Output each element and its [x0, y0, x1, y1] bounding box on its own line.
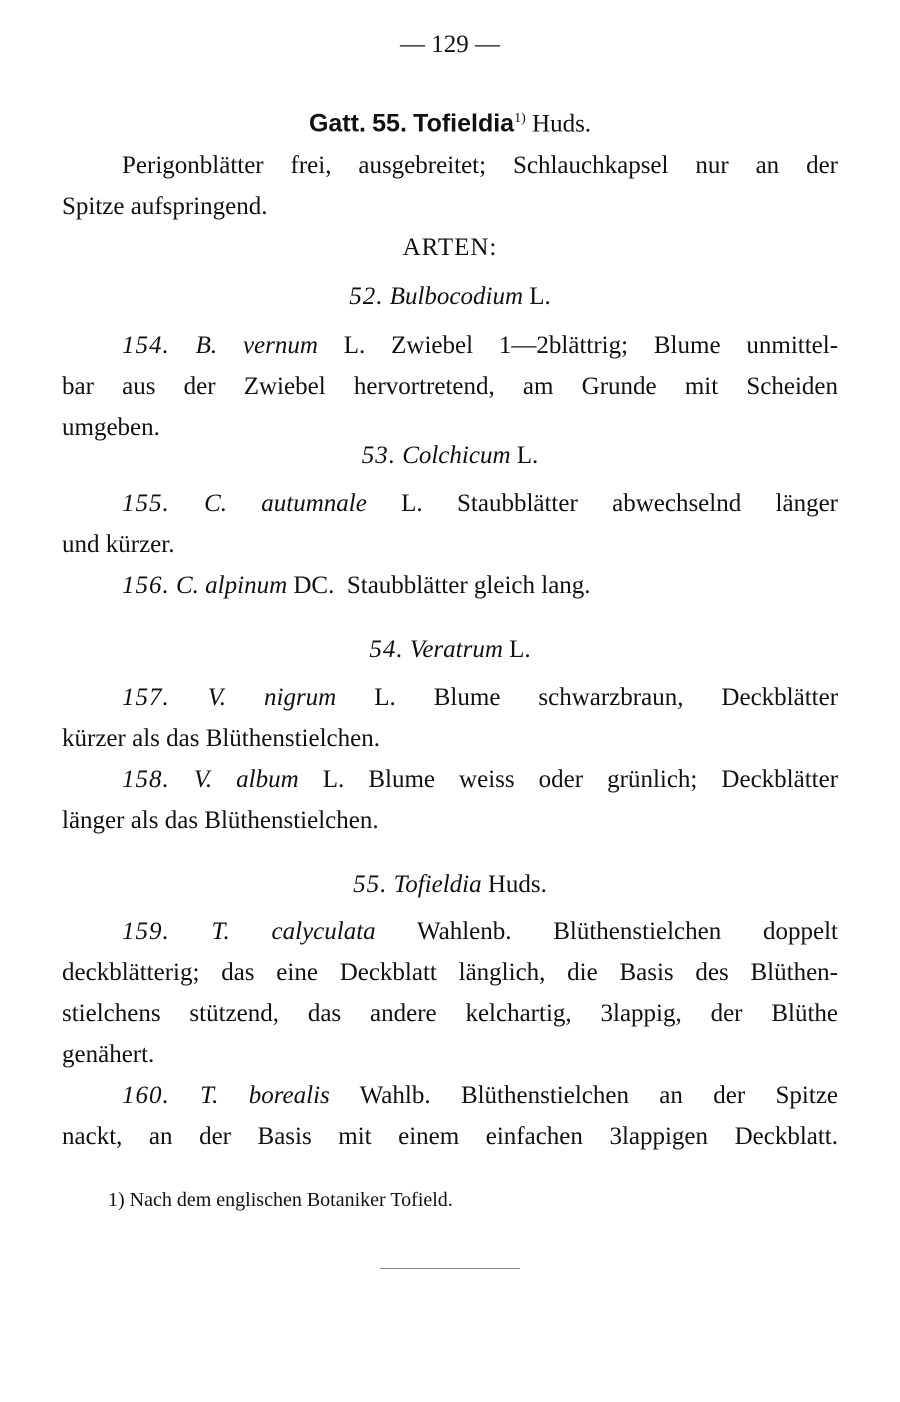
species-text: kürzer als das Blüthenstielchen. [62, 725, 380, 752]
species-157 [62, 677, 838, 759]
species-text: und kürzer. [62, 531, 175, 558]
species-name: V. album [193, 766, 299, 793]
species-author: L. [343, 332, 366, 359]
species-text: Blume weiss oder grünlich; Deckblätter [368, 766, 839, 793]
species-name: V. nigrum [207, 684, 337, 711]
heading-gatt: Gatt. [308, 109, 366, 138]
genus-name: Colchicum [402, 442, 511, 469]
genus-53-heading [62, 435, 838, 476]
species-text: stielchens stützend, das andere kelchartig, 3lappig, der Blüthe [62, 1000, 838, 1027]
species-author: Wahlenb. [417, 918, 512, 945]
species-155 [62, 483, 838, 565]
heading-author: Huds. [532, 110, 592, 138]
species-text: nackt, an der Basis mit einem einfachen 3lappigen Deckblatt. [62, 1123, 838, 1150]
species-author: L. [374, 684, 396, 711]
footnote-text: Nach dem englischen Botaniker Tofield. [129, 1189, 453, 1211]
species-name: C. autumnale [204, 490, 367, 517]
genus-author: L. [529, 283, 551, 310]
genus-name: Tofieldia [393, 871, 482, 898]
genus-number: 54. [369, 636, 404, 663]
page-number: — 129 — [400, 31, 500, 58]
species-name: C. alpinum [176, 572, 288, 599]
species-author: DC. [293, 572, 335, 599]
species-text: Blüthenstielchen an der Spitze [460, 1082, 839, 1109]
genus-number: 55. [353, 871, 388, 898]
species-154 [62, 325, 838, 448]
species-number: 154. [122, 332, 170, 359]
species-text: genähert. [62, 1041, 155, 1068]
genus-name: Veratrum [409, 636, 503, 663]
species-number: 156. [122, 572, 170, 599]
genus-number: 52. [349, 283, 384, 310]
genus-55-heading [62, 864, 838, 905]
description-line: Spitze aufspringend. [62, 193, 268, 220]
description-line: Perigonblätter frei, ausgebreitet; Schlauchkapsel nur an der [122, 152, 838, 179]
genus-52-heading [62, 276, 838, 317]
species-number: 158. [122, 766, 170, 793]
species-text: bar aus der Zwiebel hervortretend, am Grunde mit Scheiden [62, 373, 838, 400]
species-name: B. vernum [195, 332, 318, 359]
species-author: L. [322, 766, 345, 793]
species-text: umgeben. [62, 414, 160, 441]
species-author: Wahlb. [359, 1082, 431, 1109]
heading-genus: Tofieldia [413, 109, 515, 138]
species-number: 160. [122, 1082, 170, 1109]
footnote [108, 1180, 808, 1221]
genus-54-heading [62, 629, 838, 670]
species-160 [62, 1075, 838, 1157]
end-rule [380, 1268, 520, 1269]
species-text: Zwiebel 1—2blättrig; Blume unmittel- [391, 332, 839, 359]
species-text: Blume schwarzbraun, Deckblätter [433, 684, 839, 711]
genus-number: 53. [361, 442, 396, 469]
species-text: Blüthenstielchen doppelt [553, 918, 838, 945]
genus-description [62, 145, 838, 227]
species-text: Staubblätter gleich lang. [346, 572, 591, 599]
species-name: T. borealis [200, 1082, 330, 1109]
species-text: Staubblätter abwechselnd länger [457, 490, 838, 517]
genus-author: L. [516, 442, 539, 469]
heading-footnote-mark: 1) [514, 111, 526, 126]
species-158 [62, 759, 838, 841]
species-name: T. calyculata [211, 918, 376, 945]
genus-heading [62, 98, 838, 144]
heading-number: 55. [372, 109, 407, 138]
species-text: länger als das Blüthenstielchen. [62, 807, 379, 834]
genus-author: Huds. [487, 871, 547, 898]
species-number: 159. [122, 918, 170, 945]
genus-name: Bulbocodium [389, 283, 524, 310]
species-159 [62, 911, 838, 1075]
species-number: 155. [122, 490, 170, 517]
arten-label: ARTEN: [402, 234, 498, 261]
species-text: deckblätterig; das eine Deckblatt länglich, die Basis des Blüthen- [62, 959, 838, 986]
species-number: 157. [122, 684, 170, 711]
genus-author: L. [509, 636, 531, 663]
footnote-mark: 1) [108, 1189, 125, 1211]
species-author: L. [401, 490, 423, 517]
species-156 [62, 565, 838, 606]
